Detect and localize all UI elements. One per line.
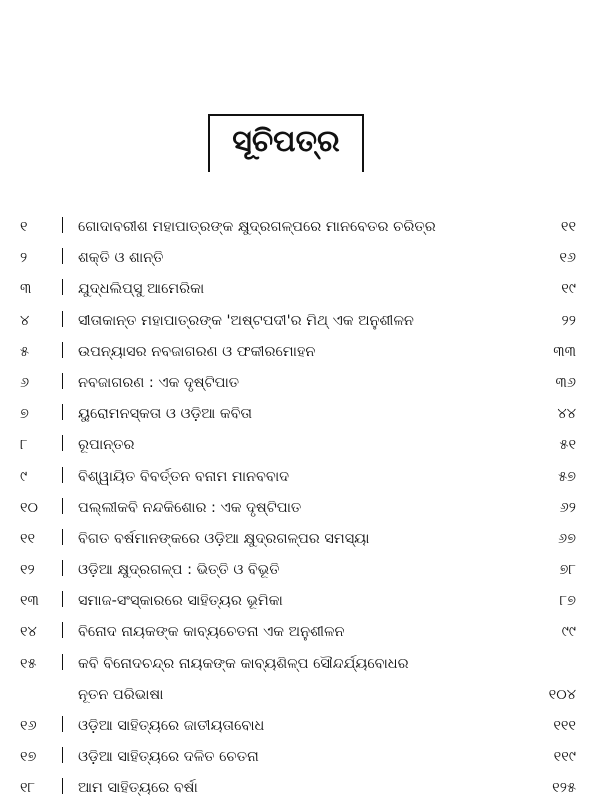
entry-page: ୩୩ bbox=[553, 343, 576, 360]
entry-title-line1: କବି ବିନୋଦଚନ୍ଦ୍ର ନାୟକଙ୍କ କାବ୍ୟଶିଳ୍ପ ସୌନ୍ଦର୍ଯ୍ୟବୋଧର bbox=[78, 655, 409, 672]
entry-separator bbox=[62, 342, 69, 358]
entry-title bbox=[78, 654, 488, 705]
entry-number: ୪ bbox=[20, 312, 30, 329]
entry-separator bbox=[62, 529, 69, 545]
entry-page: ୮୭ bbox=[559, 593, 576, 610]
entry-number: ୧୫ bbox=[20, 655, 37, 672]
toc-entry bbox=[20, 274, 576, 305]
entry-title: ବିଗତ ବର୍ଷମାନଙ୍କରେ ଓଡ଼ିଆ କ୍ଷୁଦ୍ରଗଳ୍ପର ସମସ୍ୟା bbox=[78, 530, 370, 547]
entry-title: ରୂପାନ୍ତର bbox=[78, 437, 135, 454]
entry-title: ଆମ ସାହିତ୍ୟରେ ବର୍ଷା bbox=[78, 780, 198, 797]
entry-title: ୟୁରୋମନସ୍କତା ଓ ଓଡ଼ିଆ କବିତା bbox=[78, 406, 253, 423]
entry-page: ୭୮ bbox=[559, 562, 576, 579]
entry-page: ୫୭ bbox=[558, 468, 576, 485]
toc-entry bbox=[20, 524, 576, 555]
entry-title: ଉପନ୍ୟାସର ନବଜାଗରଣ ଓ ଫକୀରମୋହନ bbox=[78, 343, 316, 360]
entry-separator bbox=[62, 373, 69, 389]
entry-separator bbox=[62, 435, 69, 451]
entry-page: ୧୨୫ bbox=[552, 780, 576, 797]
entry-number: ୯ bbox=[20, 468, 28, 485]
toc-entry bbox=[20, 493, 576, 524]
entry-title: ନବଜାଗରଣ : ଏକ ଦୃଷ୍ଟିପାତ bbox=[78, 374, 240, 391]
entry-page: ୯୯ bbox=[561, 624, 576, 641]
toc-entry bbox=[20, 711, 576, 742]
entry-separator bbox=[62, 747, 69, 763]
entry-page: ୨୨ bbox=[561, 312, 576, 329]
entry-title: ଓଡ଼ିଆ ସାହିତ୍ୟରେ ଜାତୀୟତାବୋଧ bbox=[78, 718, 265, 735]
entry-title: ଓଡ଼ିଆ କ୍ଷୁଦ୍ରଗଳ୍ପ : ଭିତ୍ତି ଓ ବିଭୂତି bbox=[78, 562, 280, 579]
toc-entry bbox=[20, 649, 576, 711]
entry-number: ୩ bbox=[20, 281, 32, 298]
entry-separator bbox=[62, 311, 69, 327]
entry-separator bbox=[62, 498, 69, 514]
entry-number: ୮ bbox=[20, 437, 28, 454]
table-of-contents bbox=[20, 212, 576, 805]
toc-entry bbox=[20, 462, 576, 493]
entry-number: ୧୧ bbox=[20, 530, 36, 547]
toc-entry bbox=[20, 399, 576, 430]
entry-title: ସୀତାକାନ୍ତ ମହାପାତ୍ରଙ୍କ 'ଅଷ୍ଟପଦୀ'ର ମିଥ୍ ଏକ ଅନୁଶୀଳନ bbox=[78, 312, 414, 329]
entry-title: ବିନୋଦ ନାୟକଙ୍କ କାବ୍ୟଚେତନା ଏକ ଅନୁଶୀଳନ bbox=[78, 624, 345, 641]
entry-title: ବିଶ୍ୱାୟିତ ବିବର୍ତ୍ତନ ବନାମ ମାନବବାଦ bbox=[78, 468, 290, 485]
entry-page: ୪୪ bbox=[557, 406, 576, 423]
entry-page: ୧୧ bbox=[560, 219, 576, 235]
entry-number: ୬ bbox=[20, 374, 30, 391]
entry-number: ୫ bbox=[20, 343, 30, 360]
page-title: ସୂଚିପତ୍ର bbox=[232, 124, 340, 159]
entry-title: ଶକ୍ତି ଓ ଶାନ୍ତି bbox=[78, 250, 164, 267]
entry-page: ୧୧୧ bbox=[553, 718, 576, 735]
entry-separator bbox=[62, 591, 69, 607]
toc-entry bbox=[20, 306, 576, 337]
entry-number: ୧୩ bbox=[20, 593, 39, 610]
entry-separator bbox=[62, 248, 69, 264]
toc-entry bbox=[20, 337, 576, 368]
entry-title: ଓଡ଼ିଆ ସାହିତ୍ୟରେ ଦଳିତ ଚେତନା bbox=[78, 749, 259, 766]
entry-title-line2: ନୂତନ ପରିଭାଷା bbox=[78, 686, 164, 703]
entry-number: ୧୮ bbox=[20, 780, 36, 797]
entry-page: ୬୭ bbox=[558, 530, 576, 547]
entry-separator bbox=[62, 467, 69, 483]
entry-separator bbox=[62, 279, 69, 295]
entry-number: ୧୪ bbox=[20, 624, 37, 641]
entry-page: ୩୬ bbox=[555, 374, 576, 391]
entry-page: ୧୧୯ bbox=[553, 749, 576, 766]
entry-number: ୧ bbox=[20, 219, 28, 235]
entry-separator bbox=[62, 560, 69, 576]
entry-number: ୧୨ bbox=[20, 562, 35, 579]
entry-separator bbox=[62, 654, 69, 670]
entry-separator bbox=[62, 622, 69, 638]
entry-number: ୨ bbox=[20, 250, 28, 267]
toc-entry bbox=[20, 430, 576, 461]
entry-page: ୧୬ bbox=[559, 250, 576, 267]
toc-entry bbox=[20, 212, 576, 243]
toc-entry bbox=[20, 617, 576, 648]
entry-number: ୧୭ bbox=[20, 749, 37, 766]
entry-separator bbox=[62, 217, 69, 233]
entry-separator bbox=[62, 404, 69, 420]
entry-number: ୭ bbox=[20, 406, 29, 423]
entry-page: ୧୦୪ bbox=[548, 686, 576, 703]
toc-entry bbox=[20, 742, 576, 773]
toc-entry bbox=[20, 368, 576, 399]
entry-title: ଗୋଦାବରୀଶ ମହାପାତ୍ରଙ୍କ କ୍ଷୁଦ୍ରଗଳ୍ପରେ ମାନବେତର ଚରିତ୍ର bbox=[78, 219, 436, 235]
entry-number: ୧୦ bbox=[20, 499, 39, 516]
entry-page: ୫୧ bbox=[559, 437, 576, 454]
entry-number: ୧୬ bbox=[20, 718, 37, 735]
entry-title: ସମାଜ-ସଂସ୍କାରରେ ସାହିତ୍ୟର ଭୂମିକା bbox=[78, 593, 283, 610]
entry-separator bbox=[62, 778, 69, 794]
toc-entry bbox=[20, 555, 576, 586]
toc-entry bbox=[20, 243, 576, 274]
entry-title: ପଲ୍ଲୀକବି ନନ୍ଦକିଶୋର : ଏକ ଦୃଷ୍ଟିପାତ bbox=[78, 499, 302, 516]
toc-entry bbox=[20, 586, 576, 617]
entry-separator bbox=[62, 716, 69, 732]
title-frame bbox=[208, 114, 364, 172]
entry-page: ୬୨ bbox=[559, 499, 576, 516]
entry-page: ୧୯ bbox=[561, 281, 576, 298]
entry-title: ଯୁଦ୍ଧଲିପ୍ସୁ ଆମେରିକା bbox=[78, 281, 205, 298]
